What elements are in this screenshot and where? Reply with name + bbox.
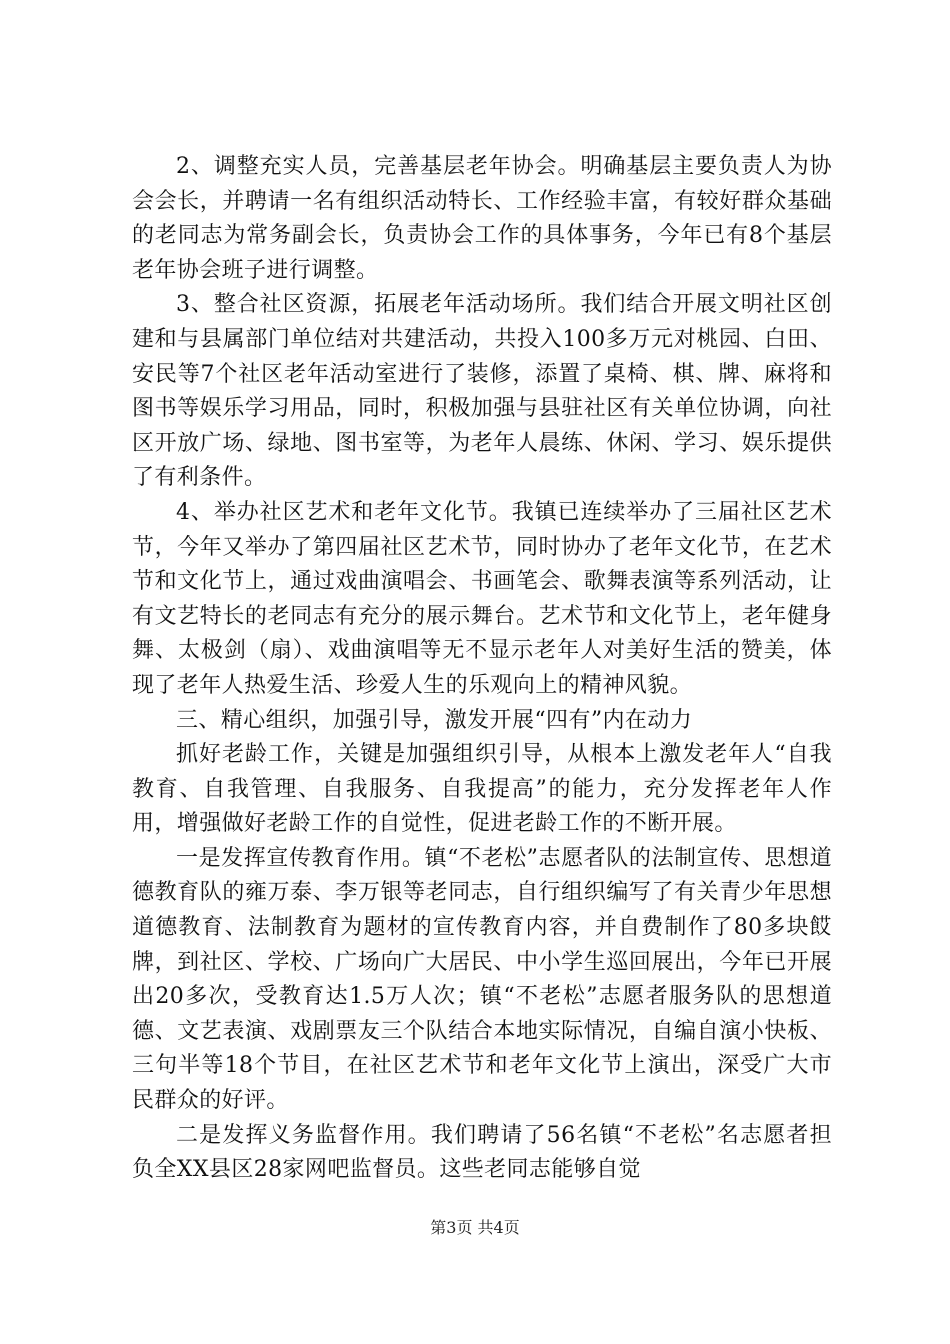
section-heading-3: 三、精心组织，加强引导，激发开展“四有”内在动力 xyxy=(176,707,693,733)
paragraph-6: 二是发挥义务监督作用。我们聘请了56名镇“不老松”名志愿者担负全XX县区28家网吧监督员。这些老同志能够自觉 xyxy=(132,1122,832,1183)
paragraph-1: 2、调整充实人员，完善基层老年协会。明确基层主要负责人为协会会长，并聘请一名有组织活动特长、工作经验丰富，有较好群众基础的老同志为常务副会长，负责协会工作的具体事务，今年已有8个基层老年协会班子进行调整。 xyxy=(132,154,832,283)
paragraph-5: 一是发挥宣传教育作用。镇“不老松”志愿者队的法制宣传、思想道德教育队的雍万泰、李万银等老同志，自行组织编写了有关青少年思想道德教育、法制教育为题材的宣传教育内容，并自费制作了80多块餀牌，到社区、学校、广场向广大居民、中小学生巡回展出，今年已开展出20多次，受教育达1.5万人次；镇“不老松”志愿者服务队的思想道德、文艺表演、戏剧票友三个队结合本地实际情况，自编自演小快板、三句半等18个节目，在社区艺术节和老年文化节上演出，深受广大市民群众的好评。 xyxy=(132,845,832,1114)
page-footer: 第3页 共4页 xyxy=(430,1218,520,1237)
paragraph-4: 抓好老龄工作，关键是加强组织引导，从根本上激发老年人“自我教育、自我管理、自我服务、自我提高”的能力，充分发挥老年人作用，增强做好老龄工作的自觉性，促进老龄工作的不断开展。 xyxy=(132,742,832,837)
paragraph-2: 3、整合社区资源，拓展老年活动场所。我们结合开展文明社区创建和与县属部门单位结对共建活动，共投入100多万元对桃园、白田、安民等7个社区老年活动室进行了装修，添置了桌椅、棋、牌、麻将和图书等娱乐学习用品，同时，积极加强与县驻社区有关单位协调，向社区开放广场、绿地、图书室等，为老年人晨练、休闲、学习、娱乐提供了有利条件。 xyxy=(132,292,832,491)
document-body xyxy=(132,150,832,1188)
paragraph-3: 4、举办社区艺术和老年文化节。我镇已连续举办了三届社区艺术节，今年又举办了第四届社区艺术节，同时协办了老年文化节，在艺术节和文化节上，通过戏曲演唱会、书画笔会、歌舞表演等系列活动，让有文艺特长的老同志有充分的展示舞台。艺术节和文化节上，老年健身舞、太极剑（扇）、戏曲演唱等无不显示老年人对美好生活的赞美，体现了老年人热爱生活、珍爱人生的乐观向上的精神风貌。 xyxy=(132,499,832,698)
